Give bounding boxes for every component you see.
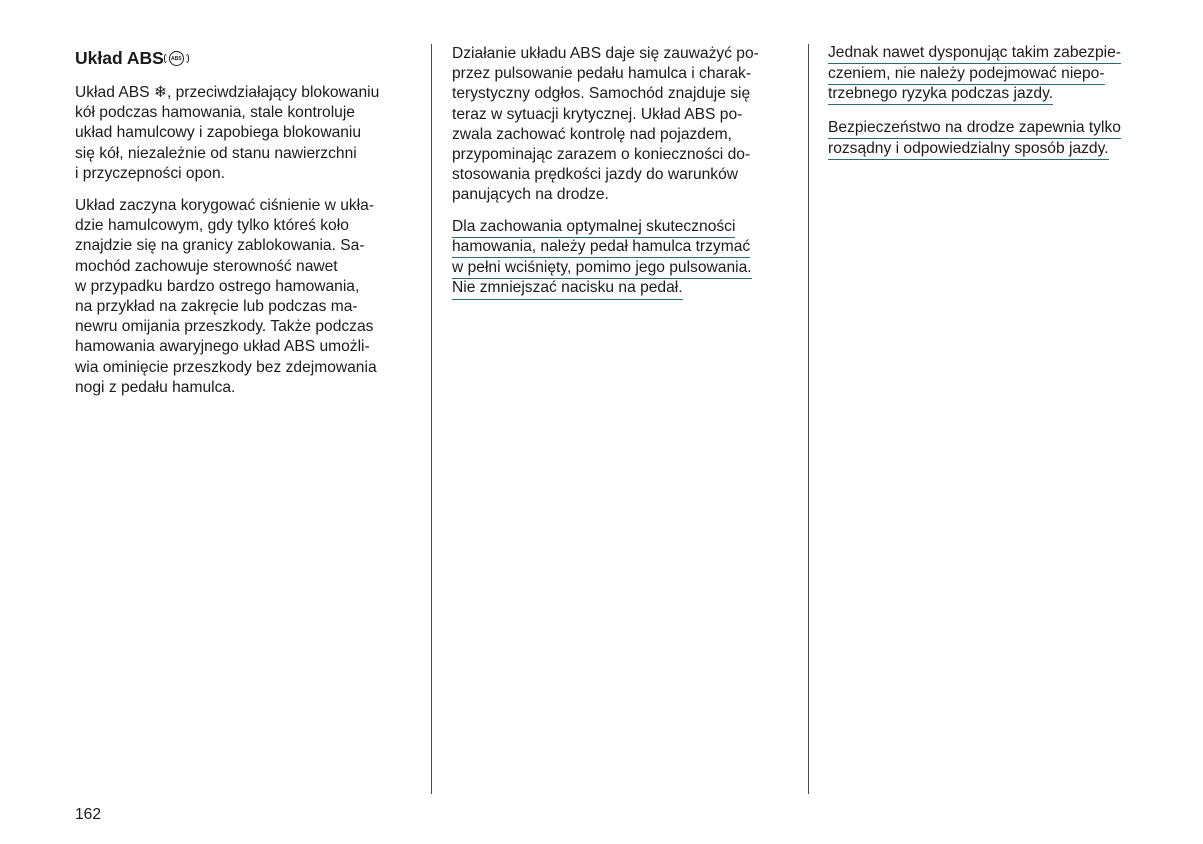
abs-warning-icon: ABS (169, 51, 184, 66)
text-line: stosowania prędkości jazdy do warunków (452, 166, 739, 184)
warning-line: Dla zachowania optymalnej skuteczności (452, 218, 735, 238)
text-line: przez pulsowanie pedału hamulca i charak- (452, 65, 752, 83)
text-line: znajdzie się na granicy zablokowania. Sa- (75, 237, 365, 255)
text-line: się kół, niezależnie od stanu nawierzchni (75, 144, 357, 162)
warning-line: czeniem, nie należy podejmować niepo- (828, 65, 1105, 85)
column-middle (452, 44, 797, 314)
text-line: w przypadku bardzo ostrego hamowania, (75, 277, 360, 295)
text-line: dzie hamulcowym, gdy tylko któreś koło (75, 217, 349, 235)
text-line: newru omijania przeszkody. Także podczas (75, 318, 374, 336)
text-line: hamowania awaryjnego układ ABS umożli- (75, 338, 370, 356)
warning-line: rozsądny i odpowiedzialny sposób jazdy. (828, 140, 1109, 160)
column-left (75, 44, 420, 410)
text-line: przypominając zarazem o konieczności do- (452, 146, 751, 164)
warning-line: trzebnego ryzyka podczas jazdy. (828, 85, 1053, 105)
text-line: nogi z pedału hamulca. (75, 378, 236, 396)
column-divider-left (431, 44, 432, 794)
text-line: kół podczas hamowania, stale kontroluje (75, 104, 355, 122)
text-line: Układ ABS ❄, przeciwdziałający blokowaniu (75, 84, 380, 101)
warning-line: Nie zmniejszać nacisku na pedał. (452, 279, 683, 299)
warning-note-risk (828, 44, 1173, 105)
paragraph-abs-intro (75, 83, 420, 184)
page-number: 162 (75, 806, 102, 823)
column-right (828, 44, 1173, 174)
text-line: Działanie układu ABS daje się zauważyć po- (452, 45, 759, 62)
column-divider-right (808, 44, 809, 794)
text-line: terystyczny odgłos. Samochód znajduje się (452, 85, 751, 103)
text-line: panujących na drodze. (452, 186, 609, 204)
text-line: na przykład na zakręcie lub podczas ma- (75, 298, 358, 316)
text-line: zwala zachować kontrolę nad pojazdem, (452, 125, 732, 143)
text-line: mochód zachowuje sterowność nawet (75, 257, 338, 275)
text-line: wia ominięcie przeszkody bez zdejmowania (75, 358, 377, 376)
text-line: Układ zaczyna korygować ciśnienie w ukła- (75, 197, 375, 215)
paragraph-abs-operation (452, 44, 797, 206)
warning-note-pedal (452, 218, 797, 300)
section-heading-text: Układ ABS (75, 48, 164, 68)
warning-line: hamowania, należy pedał hamulca trzymać (452, 238, 750, 258)
warning-note-safety (828, 119, 1173, 160)
section-heading (75, 47, 420, 69)
text-line: i przyczepności opon. (75, 164, 225, 182)
warning-line: Jednak nawet dysponując takim zabezpie- (828, 44, 1121, 64)
text-line: układ hamulcowy i zapobiega blokowaniu (75, 124, 362, 142)
warning-line: Bezpieczeństwo na drodze zapewnia tylko (828, 119, 1121, 139)
paragraph-abs-pressure (75, 196, 420, 398)
warning-line: w pełni wciśnięty, pomimo jego pulsowania. (452, 259, 752, 279)
text-line: teraz w sytuacji krytycznej. Układ ABS po- (452, 105, 743, 123)
